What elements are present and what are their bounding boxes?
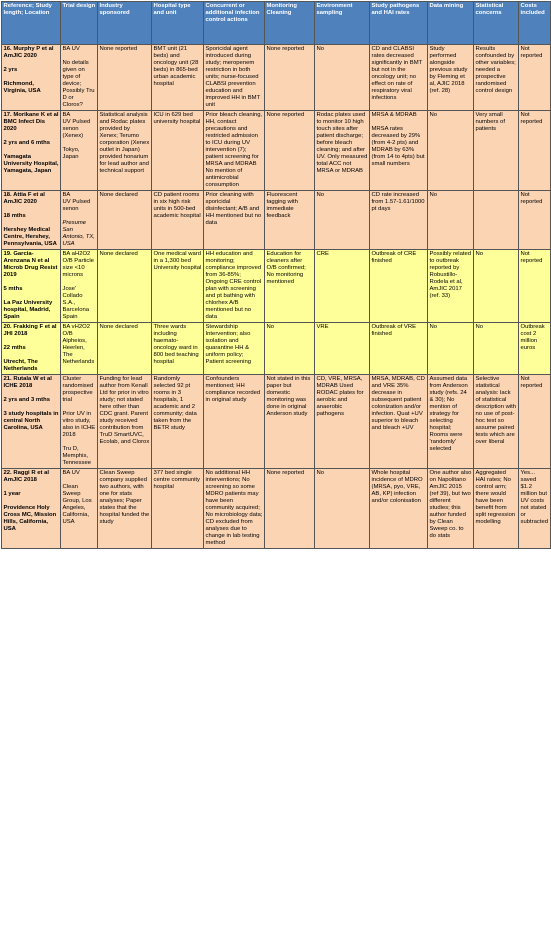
cell-text: Possibly related to outbreak reported by Robustillo-Rodela et al, AmJIC 2017 (ref. 33) bbox=[429, 251, 472, 299]
cell-concurrent-actions bbox=[204, 375, 265, 469]
cell-text: No bbox=[475, 251, 484, 257]
cell-costs-included bbox=[519, 469, 551, 549]
cell-pathogens-hai bbox=[370, 469, 428, 549]
cell-text: 20. Frakking F et al JHI 2018 bbox=[3, 324, 57, 337]
cell-data-mining bbox=[428, 45, 474, 111]
cell-text: BA vH2O2 O/B bbox=[62, 324, 91, 337]
cell-text: No bbox=[429, 192, 438, 198]
cell-reference bbox=[2, 45, 61, 111]
cell-text: CD and CLABSI rates decreased significantly in BMT but not in the oncology unit; no effect on rate of respiratory viral infections bbox=[371, 46, 423, 101]
cell-text: Statistical analysis and Rodac plates provided by Xenex; Terumo corporation (Xenex outlet in Japan) provided honarium for lead author and technical support bbox=[99, 112, 150, 174]
column-header-hospital-type: Hospital type and unit bbox=[152, 2, 204, 45]
cell-hospital-type bbox=[152, 469, 204, 549]
cell-industry-sponsored bbox=[98, 45, 152, 111]
cell-environment-sampling bbox=[315, 375, 370, 469]
cell-text: Prior UV in vitro study, also in ICHE 2018 bbox=[62, 411, 96, 438]
cell-text: 3 study hospitals in central North Carolina, USA bbox=[3, 411, 59, 431]
cell-industry-sponsored bbox=[98, 191, 152, 250]
column-header-statistical-concerns: Statistical concerns bbox=[474, 2, 519, 45]
cell-pathogens-hai bbox=[370, 111, 428, 191]
cell-costs-included bbox=[519, 111, 551, 191]
cell-hospital-type bbox=[152, 45, 204, 111]
cell-reference bbox=[2, 469, 61, 549]
cell-concurrent-actions bbox=[204, 469, 265, 549]
cell-text: HH education and monitoring; compliance improved from 36-85%; Ongoing CRE control plan with screening and pt bathing with chlorhex A/B mentioned but no data bbox=[205, 251, 262, 320]
cell-text: 1 year bbox=[3, 491, 21, 497]
cell-statistical-concerns bbox=[474, 323, 519, 375]
cell-text: 2 yrs and 6 mths bbox=[3, 140, 50, 146]
cell-monitoring-cleaning bbox=[265, 323, 315, 375]
cell-text: Randomly selected 92 pt rooms in 3 hospitals, 1 academic and 2 community; data taken from the BETR study bbox=[153, 376, 197, 431]
cell-costs-included bbox=[519, 375, 551, 469]
cell-text: Hershey Medical Centre, Hershey, Pennsylvania, USA bbox=[3, 227, 57, 247]
table-row bbox=[2, 375, 551, 469]
cell-text: Not reported bbox=[520, 46, 543, 59]
cell-text: Stewardship Intervention; also isolation and quarantine HH & uniform policy; Patient screening bbox=[205, 324, 252, 365]
cell-text: BA UV bbox=[62, 470, 80, 476]
cell-text: Prior cleaning with sporicidal disinfectant; A/B and HH mentioned but no data bbox=[205, 192, 262, 226]
table-body bbox=[2, 45, 551, 549]
cell-data-mining bbox=[428, 323, 474, 375]
cell-concurrent-actions bbox=[204, 45, 265, 111]
cell-trial-design bbox=[61, 111, 98, 191]
cell-text: Not reported bbox=[520, 192, 543, 205]
cell-text: BA bbox=[62, 112, 71, 118]
cell-text: Not reported bbox=[520, 376, 543, 389]
cell-pathogens-hai bbox=[370, 323, 428, 375]
studies-table bbox=[1, 1, 551, 549]
cell-text: No bbox=[429, 324, 438, 330]
cell-text: Richmond, Virginia, USA bbox=[3, 81, 41, 94]
cell-text: Alpheios, Heerlen, The Netherlands bbox=[62, 338, 95, 365]
cell-reference bbox=[2, 323, 61, 375]
cell-text: 2 yrs bbox=[3, 67, 18, 73]
cell-environment-sampling bbox=[315, 45, 370, 111]
cell-text: Education for cleaners after O/B confirmed; No monitoring mentioned bbox=[266, 251, 306, 285]
cell-environment-sampling bbox=[315, 191, 370, 250]
cell-text: Clean Sweep Group, Los Angeles, California, USA bbox=[62, 484, 92, 525]
cell-statistical-concerns bbox=[474, 469, 519, 549]
cell-text: UV Pulsed xenon bbox=[62, 199, 91, 212]
cell-hospital-type bbox=[152, 375, 204, 469]
cell-trial-design bbox=[61, 375, 98, 469]
cell-data-mining bbox=[428, 375, 474, 469]
cell-monitoring-cleaning bbox=[265, 45, 315, 111]
cell-text: MRSA, MDRAB, CD and VRE 35% decrease in subsequent patient colonization and/or infection. Quat +UV superior to bleach and bleach +UV bbox=[371, 376, 425, 431]
cell-statistical-concerns bbox=[474, 191, 519, 250]
cell-concurrent-actions bbox=[204, 323, 265, 375]
cell-text: Sporicidal agent introduced during study; meropenem restriction in both units; nurse-focused CLABSI prevention education and improved HH in BMT unit bbox=[205, 46, 261, 108]
cell-text: Outbreak of VRE finished bbox=[371, 324, 417, 337]
cell-environment-sampling bbox=[315, 111, 370, 191]
cell-data-mining bbox=[428, 250, 474, 323]
cell-text: Rodac plates used to monitor 10 high touch sites after patient discharge; before bleach cleaning; and after UV. Only measured total ACC not MRSA or MDRAB bbox=[316, 112, 368, 174]
cell-text: BA bbox=[62, 192, 71, 198]
header-row bbox=[2, 2, 551, 45]
cell-environment-sampling bbox=[315, 469, 370, 549]
cell-text: 18. Attia F et al AmJIC 2020 bbox=[3, 192, 45, 205]
cell-concurrent-actions bbox=[204, 191, 265, 250]
column-header-environment-sampling: Environment sampling bbox=[315, 2, 370, 45]
cell-costs-included bbox=[519, 45, 551, 111]
cell-text: 19. Garcia-Arenzana N et al Microb Drug Resist 2019 bbox=[3, 251, 58, 278]
column-header-monitoring-cleaning: Monitoring Cleaning bbox=[265, 2, 315, 45]
cell-pathogens-hai bbox=[370, 375, 428, 469]
cell-text: Confounders mentioned; HH compliance recorded in original study bbox=[205, 376, 261, 403]
cell-text: 377 bed single centre community hospital bbox=[153, 470, 200, 490]
cell-reference bbox=[2, 250, 61, 323]
cell-text: BMT unit (21 beds) and oncology unit (28 beds) in 865-bed urban academic hospital bbox=[153, 46, 199, 87]
cell-text: Results confounded by other variables; needed a prospective randomised control design bbox=[475, 46, 516, 94]
cell-text: Tokyo, Japan bbox=[62, 147, 80, 160]
column-header-industry-sponsored: Industry sponsored bbox=[98, 2, 152, 45]
cell-text: CD rate increased from 1.57-1.61/1000 pt days bbox=[371, 192, 425, 212]
cell-text: Outbreak cost 2 million euros bbox=[520, 324, 545, 351]
cell-text: MRSA & MDRAB bbox=[371, 112, 417, 118]
cell-text: No bbox=[316, 46, 325, 52]
cell-industry-sponsored bbox=[98, 375, 152, 469]
cell-text: Providence Holy Cross MC, Mission Hills, California, USA bbox=[3, 505, 57, 532]
cell-hospital-type bbox=[152, 323, 204, 375]
cell-text: 18 mths bbox=[3, 213, 26, 219]
cell-text: Not reported bbox=[520, 251, 543, 264]
cell-industry-sponsored bbox=[98, 469, 152, 549]
cell-text: UV Pulsed xenon (Xenex) bbox=[62, 119, 91, 139]
column-header-reference: Reference; Study length; Location bbox=[2, 2, 61, 45]
cell-text: CRE bbox=[316, 251, 329, 257]
table-row bbox=[2, 323, 551, 375]
cell-costs-included bbox=[519, 250, 551, 323]
cell-text: Utrecht, The Netherlands bbox=[3, 359, 38, 372]
cell-text: Not reported bbox=[520, 112, 543, 125]
cell-reference bbox=[2, 111, 61, 191]
cell-trial-design bbox=[61, 250, 98, 323]
cell-text: Clean Sweep company supplied two authors, with one for stats analyses; Paper states that the hospital funded the study bbox=[99, 470, 150, 525]
cell-text: No bbox=[475, 324, 484, 330]
cell-data-mining bbox=[428, 191, 474, 250]
column-header-data-mining: Data mining bbox=[428, 2, 474, 45]
cell-text: Yes... saved $1.2 million but UV costs not stated or subtracted bbox=[520, 470, 549, 525]
cell-text: Aggregated HAI rates; No control arm; there would have been benefit from split regression modelling bbox=[475, 470, 516, 525]
cell-text: One medical ward in a 1,300 bed University hospital bbox=[153, 251, 202, 271]
cell-text: Selective statistical analysis: lack of statistical description with no use of post-hoc test so assume paired tests which are over liberal bbox=[475, 376, 517, 445]
cell-statistical-concerns bbox=[474, 111, 519, 191]
cell-text: None reported bbox=[266, 470, 305, 476]
cell-reference bbox=[2, 191, 61, 250]
table-row bbox=[2, 469, 551, 549]
cell-text: La Paz University hospital, Madrid, Spain bbox=[3, 300, 53, 320]
cell-pathogens-hai bbox=[370, 45, 428, 111]
cell-monitoring-cleaning bbox=[265, 191, 315, 250]
cell-hospital-type bbox=[152, 250, 204, 323]
cell-text: No bbox=[429, 112, 438, 118]
cell-text: None declared bbox=[99, 324, 138, 330]
cell-text: BA UV bbox=[62, 46, 80, 52]
cell-text: No bbox=[266, 324, 275, 330]
cell-text: Three wards including haemato-oncology ward in 800 bed teaching hospital bbox=[153, 324, 199, 365]
cell-text: None reported bbox=[99, 46, 138, 52]
cell-text: Tru D, Memphis, Tennessee bbox=[62, 446, 91, 466]
cell-monitoring-cleaning bbox=[265, 469, 315, 549]
cell-text: Yamagata University Hospital, Yamagata, Japan bbox=[3, 154, 59, 174]
table-row bbox=[2, 250, 551, 323]
cell-text: CD, VRE, MRSA, MDRAB Used RODAC plates for aerobic and anaerobic pathogens bbox=[316, 376, 364, 417]
cell-text: Prior bleach cleaning, HH, contact precautions and restricted admission to ICU during UV intervention (7); patient screening for MRSA and MDRAB No mention of antimicrobial consumption bbox=[205, 112, 263, 188]
cell-environment-sampling bbox=[315, 323, 370, 375]
column-header-pathogens-hai: Study pathogens and HAI rates bbox=[370, 2, 428, 45]
cell-text: None declared bbox=[99, 251, 138, 257]
cell-text: VRE bbox=[316, 324, 329, 330]
cell-text: No bbox=[316, 470, 325, 476]
table-row bbox=[2, 45, 551, 111]
cell-costs-included bbox=[519, 323, 551, 375]
cell-industry-sponsored bbox=[98, 250, 152, 323]
cell-hospital-type bbox=[152, 191, 204, 250]
cell-monitoring-cleaning bbox=[265, 375, 315, 469]
cell-statistical-concerns bbox=[474, 375, 519, 469]
cell-industry-sponsored bbox=[98, 323, 152, 375]
column-header-concurrent-actions: Concurrent or additional infection control actions bbox=[204, 2, 265, 45]
cell-text: Jose' Collado S.A., Barcelona Spain bbox=[62, 286, 90, 320]
cell-text: Not stated in this paper but domestic monitoring was done in original Anderson study bbox=[266, 376, 311, 417]
cell-costs-included bbox=[519, 191, 551, 250]
cell-text: Assumed data from Anderson study (refs. 24 & 30); No mention of strategy for selecting hospital; Rooms were 'randomly' selected bbox=[429, 376, 468, 452]
cell-text: Study performed alongside previous study by Fleming et al, AJIC 2018 (ref. 28) bbox=[429, 46, 468, 94]
cell-text: 5 mths bbox=[3, 286, 23, 292]
cell-text: Cluster randomised prospective trial bbox=[62, 376, 94, 403]
cell-text: 17. Morikane K et al BMC Infect Dis 2020 bbox=[3, 112, 59, 132]
table-row bbox=[2, 111, 551, 191]
cell-statistical-concerns bbox=[474, 250, 519, 323]
cell-text: 21. Rutala W et al ICHE 2018 bbox=[3, 376, 52, 389]
cell-text: Very small numbers of patients bbox=[475, 112, 505, 132]
cell-trial-design bbox=[61, 469, 98, 549]
cell-text: Funding for lead author from Kenall Ltd for prior in vitro study; not stated here other than CDC grant. Parent study received contribution from TruD SmartUVC, Ecolab, and Clorox bbox=[99, 376, 150, 445]
cell-trial-design bbox=[61, 191, 98, 250]
cell-trial-design bbox=[61, 45, 98, 111]
cell-trial-design bbox=[61, 323, 98, 375]
cell-text: No details given on type of device; Possibly Tru D or Clorox? bbox=[62, 60, 95, 108]
cell-statistical-concerns bbox=[474, 45, 519, 111]
cell-pathogens-hai bbox=[370, 250, 428, 323]
cell-text: Fluorescent tagging with immediate feedback bbox=[266, 192, 298, 219]
cell-text: 16. Murphy P et al AmJIC 2020 bbox=[3, 46, 54, 59]
cell-text: 22 mths bbox=[3, 345, 26, 351]
cell-data-mining bbox=[428, 111, 474, 191]
cell-monitoring-cleaning bbox=[265, 111, 315, 191]
cell-text: Presume San Antonio, TX, USA bbox=[62, 220, 95, 247]
cell-environment-sampling bbox=[315, 250, 370, 323]
cell-text: None declared bbox=[99, 192, 138, 198]
cell-reference bbox=[2, 375, 61, 469]
cell-text: MRSA rates decreased by 29% (from 4-2 pts) and MDRAB by 63% (from 14 to 4pts) but small numbers bbox=[371, 126, 425, 167]
column-header-trial-design: Trial design bbox=[61, 2, 98, 45]
cell-text: ICU in 629 bed university hospital bbox=[153, 112, 201, 125]
cell-text: None reported bbox=[266, 112, 305, 118]
cell-hospital-type bbox=[152, 111, 204, 191]
cell-text: One author also on Napolitano AmJIC 2015 (ref 39), but two different studies; this author funded by Clean Sweep co. to do stats bbox=[429, 470, 472, 539]
cell-text: Outbreak of CRE finished bbox=[371, 251, 417, 264]
cell-text: No bbox=[316, 192, 325, 198]
cell-monitoring-cleaning bbox=[265, 250, 315, 323]
cell-text: Whole hospital incidence of MDRO (MRSA, pyo, VRE, AB, KP) infection and/or colonisation bbox=[371, 470, 423, 504]
cell-text: BA aH2O2 O/B Particle size <10 microns bbox=[62, 251, 94, 278]
cell-pathogens-hai bbox=[370, 191, 428, 250]
cell-text: 22. Raggi R et al AmJIC 2018 bbox=[3, 470, 50, 483]
cell-industry-sponsored bbox=[98, 111, 152, 191]
cell-text: 2 yrs and 3 mths bbox=[3, 397, 50, 403]
cell-data-mining bbox=[428, 469, 474, 549]
cell-text: No additional HH interventions; No screening so some MDRO patients may have been community acquired; No microbiology data; CD excluded from analyses due to change in lab testing method bbox=[205, 470, 263, 546]
table-row bbox=[2, 191, 551, 250]
cell-concurrent-actions bbox=[204, 250, 265, 323]
column-header-costs-included: Costs included bbox=[519, 2, 551, 45]
cell-text: CD patient rooms in six high risk units in 500-bed academic hospital bbox=[153, 192, 201, 219]
cell-concurrent-actions bbox=[204, 111, 265, 191]
cell-text: None reported bbox=[266, 46, 305, 52]
